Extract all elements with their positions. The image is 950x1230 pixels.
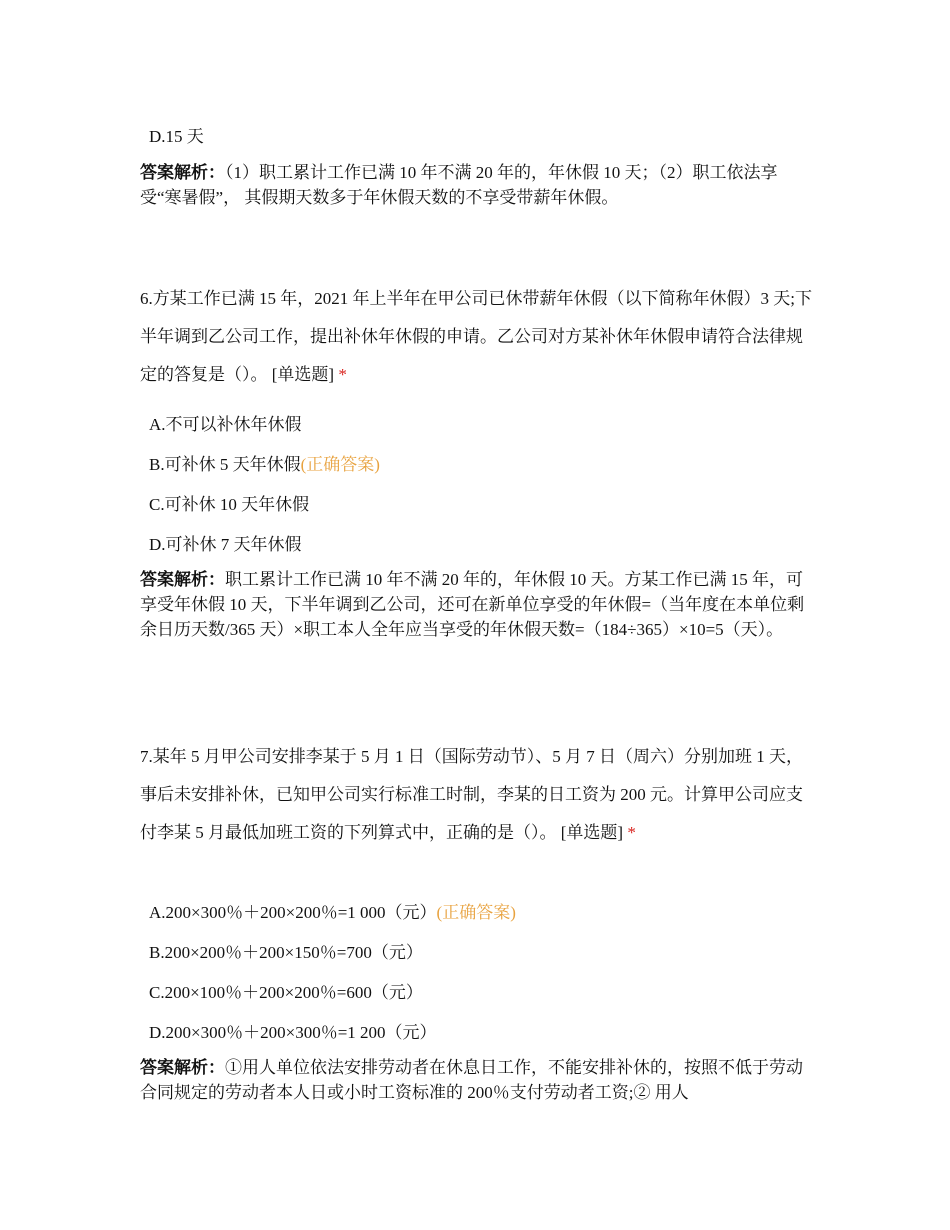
q5-analysis: [140, 160, 812, 210]
option-text: C.可补休 10 天年休假: [149, 495, 310, 514]
q5-option-d: D.15 天: [149, 127, 204, 146]
q6-analysis: [140, 567, 812, 642]
analysis-text: 职工累计工作已满 10 年不满 20 年的，年休假 10 天。方某工作已满 15 年，可享受年休假 10 天，下半年调到乙公司，还可在新单位享受的年休假=（当年度在本单位剩余日历天数/365 天）×职工本人全年应当享受的年休假天数=（184÷365）×10=5（天）。: [140, 570, 805, 639]
q6-option-d[interactable]: [149, 530, 302, 555]
q7-option-c[interactable]: [149, 978, 423, 1003]
q7-option-d[interactable]: [149, 1018, 437, 1043]
correct-answer-tag: (正确答案): [300, 455, 380, 474]
q7-analysis: [140, 1055, 812, 1105]
option-text: C.200×100％＋200×200％=600（元）: [149, 983, 423, 1002]
analysis-label: 答案解析：: [140, 570, 225, 589]
correct-answer-tag: (正确答案): [436, 903, 516, 922]
question-text: 7.某年 5 月甲公司安排李某于 5 月 1 日（国际劳动节）、5 月 7 日（周六）分别加班 1 天，事后未安排补休，已知甲公司实行标准工时制，李某的日工资为 200 元。计算甲公司应支付李某 5 月最低加班工资的下列算式中，正确的是（）。 [单选题]: [140, 747, 803, 842]
option-text: A.不可以补休年休假: [149, 415, 302, 434]
required-mark: *: [627, 823, 636, 842]
question-text: 6.方某工作已满 15 年，2021 年上半年在甲公司已休带薪年休假（以下简称年休假）3 天;下半年调到乙公司工作，提出补休年休假的申请。乙公司对方某补休年休假申请符合法律规定的答复是（）。 [单选题]: [140, 289, 812, 384]
option-text: D.200×300％＋200×300％=1 200（元）: [149, 1023, 437, 1042]
analysis-text: （1）职工累计工作已满 10 年不满 20 年的，年休假 10 天；（2）职工依法享受“寒暑假”， 其假期天数多于年休假天数的不享受带薪年休假。: [140, 163, 778, 207]
q7-stem: [140, 738, 812, 852]
q6-option-a[interactable]: [149, 410, 302, 435]
q6-stem: [140, 280, 812, 394]
q7-option-b[interactable]: [149, 938, 423, 963]
q7-option-a[interactable]: [149, 898, 516, 923]
option-text: B.可补休 5 天年休假: [149, 455, 301, 474]
option-text: B.200×200％＋200×150％=700（元）: [149, 943, 423, 962]
analysis-text: ①用人单位依法安排劳动者在休息日工作，不能安排补休的，按照不低于劳动合同规定的劳动者本人日或小时工资标准的 200％支付劳动者工资;② 用人: [140, 1058, 803, 1102]
option-text: D.可补休 7 天年休假: [149, 535, 302, 554]
q6-option-b[interactable]: [149, 450, 380, 475]
analysis-label: 答案解析：: [140, 163, 225, 182]
q6-option-c[interactable]: [149, 490, 309, 515]
required-mark: *: [338, 365, 347, 384]
analysis-label: 答案解析：: [140, 1058, 225, 1077]
option-text: A.200×300％＋200×200％=1 000（元）: [149, 903, 437, 922]
